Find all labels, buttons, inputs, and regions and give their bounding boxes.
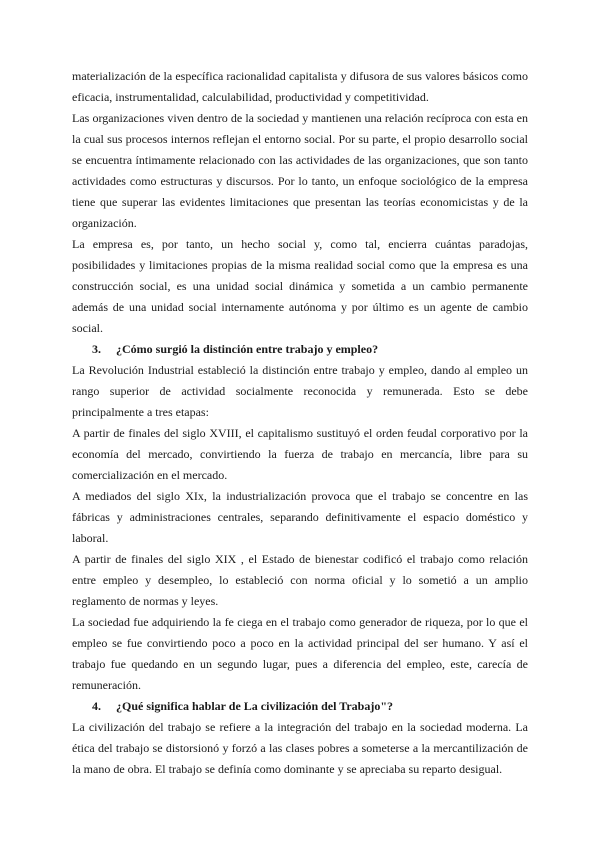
- paragraph: A partir de finales del siglo XVIII, el capitalismo sustituyó el orden feudal corporativo por la economía del mercado, convirtiendo la fuerza de trabajo en mercancía, libre para su comercialización en el mercado.: [72, 426, 528, 482]
- section-3-heading: [72, 339, 528, 360]
- section-4-heading: [72, 696, 528, 717]
- paragraph: La Revolución Industrial estableció la distinción entre trabajo y empleo, dando al empleo un rango superior de actividad socialmente reconocida y remunerada. Esto se debe principalmente a tres etapas:: [72, 363, 528, 419]
- paragraph: La empresa es, por tanto, un hecho social y, como tal, encierra cuántas paradojas, posibilidades y limitaciones propias de la misma realidad social como que la empresa es una construcción social, es una unidad social dinámica y sometida a un cambio permanente además de una unidad social internamente autónoma y por último es un agente de cambio social.: [72, 237, 528, 335]
- paragraph: Las organizaciones viven dentro de la sociedad y mantienen una relación recíproca con esta en la cual sus procesos internos reflejan el entorno social. Por su parte, el propio desarrollo social se encuentra íntimamente relacionado con las actividades de las organizaciones, que son tanto actividades como estructuras y discursos. Por lo tanto, un enfoque sociológico de la empresa tiene que superar las evidentes limitaciones que presentan las teorías economicistas y de la organización.: [72, 111, 528, 230]
- paragraph: La sociedad fue adquiriendo la fe ciega en el trabajo como generador de riqueza, por lo que el empleo se fue convirtiendo poco a poco en la actividad principal del ser humano. Y así el trabajo fue quedando en un segundo lugar, pues a diferencia del empleo, este, carecía de remuneración.: [72, 615, 528, 692]
- section-3-title: ¿Cómo surgió la distinción entre trabajo y empleo?: [116, 342, 379, 356]
- section-3-number: 3.: [92, 342, 101, 356]
- paragraph: A partir de finales del siglo XIX , el Estado de bienestar codificó el trabajo como relación entre empleo y desempleo, lo estableció con norma oficial y lo sometió a un amplio reglamento de normas y leyes.: [72, 552, 528, 608]
- paragraph: materialización de la específica racionalidad capitalista y difusora de sus valores básicos como eficacia, instrumentalidad, calculabilidad, productividad y competitividad.: [72, 69, 528, 104]
- section-4-title: ¿Qué significa hablar de La civilización del Trabajo"?: [116, 699, 394, 713]
- paragraph: La civilización del trabajo se refiere a la integración del trabajo en la sociedad moderna. La ética del trabajo se distorsionó y forzó a las clases pobres a someterse a la mercantilización de la mano de obra. El trabajo se definía como dominante y se apreciaba su reparto desigual.: [72, 720, 528, 776]
- section-4-number: 4.: [92, 699, 101, 713]
- paragraph: A mediados del siglo XIx, la industrialización provoca que el trabajo se concentre en las fábricas y administraciones centrales, separando definitivamente el espacio doméstico y laboral.: [72, 489, 528, 545]
- document-page: [72, 66, 528, 780]
